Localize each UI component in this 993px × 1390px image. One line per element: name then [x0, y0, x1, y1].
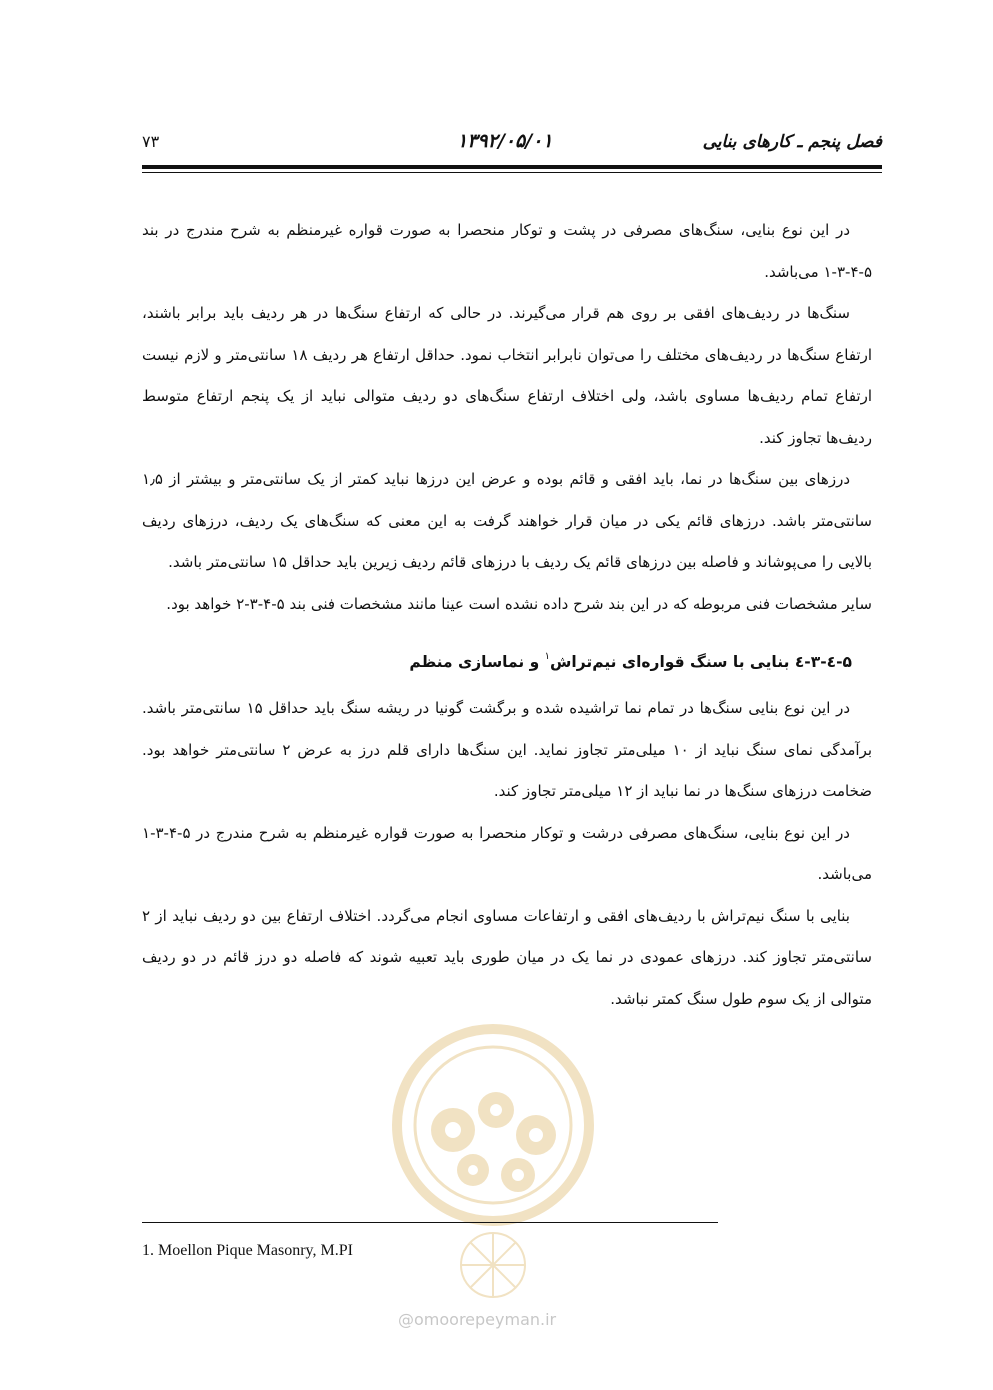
section-heading — [142, 631, 872, 688]
footnote: 1. Moellon Pique Masonry, M.PI — [142, 1242, 353, 1259]
page-number: ۷۳ — [142, 132, 160, 151]
paragraph-6: در این نوع بنایی، سنگ‌های مصرفی درشت و توکار منحصرا به صورت قواره غیرمنظم به شرح مندرج در ۵-۴-۳-۱ می‌باشد. — [142, 823, 872, 883]
header-rule-thick — [142, 165, 882, 169]
body-text — [142, 210, 872, 1020]
header-date: ۱۳۹۲/۰۵/۰۱ — [457, 130, 553, 152]
section-heading-title: ۵-٤-۳-٤ بنایی با سنگ قواره‌ای نیم‌تراش — [550, 653, 852, 671]
paragraph-5: در این نوع بنایی سنگ‌ها در تمام نما تراشیده شده و برگشت گونیا در ریشه سنگ باید حداقل ۱۵ سانتی‌متر باشد. برآمدگی نمای سنگ نباید از ۱۰ میلی‌متر تجاوز نماید. این سنگ‌ها دارای قلم درز به عرض ۲ سانتی‌متر خواهد بود. ضخامت درزهای سنگ‌ها در نما نباید از ۱۲ میلی‌متر تجاوز کند. — [142, 699, 873, 800]
section-heading-suffix: و نماسازی منظم — [409, 653, 545, 671]
paragraph-1: در این نوع بنایی، سنگ‌های مصرفی در پشت و توکار منحصرا به صورت قواره غیرمنظم به شرح مندرج در بند ۵-۴-۳-۱ می‌باشد. — [142, 221, 872, 281]
gear-logo-icon — [378, 1010, 608, 1310]
watermark-url: @omoorepeyman.ir — [398, 1310, 557, 1329]
paragraph-3: درزهای بین سنگ‌ها در نما، باید افقی و قائم بوده و عرض این درزها نباید کمتر از یک سانتی‌متر و بیشتر از ۱٫۵ سانتی‌متر باشد. درزهای قائم یکی در میان قرار خواهند گرفت به این معنی که سنگ‌های یک ردیف، درزهای ردیف بالایی را می‌پوشاند و فاصله بین درزهای قائم یک ردیف با درزهای قائم ردیف زیرین باید حداقل ۱۵ سانتی‌متر باشد. — [142, 470, 872, 571]
footnote-reference: ۱ — [544, 651, 551, 662]
footnote-rule — [142, 1222, 718, 1223]
paragraph-4: سایر مشخصات فنی مربوطه که در این بند شرح داده نشده است عینا مانند مشخصات فنی بند ۵-۴-۳-۲ خواهد بود. — [166, 594, 872, 613]
paragraph-7: بنایی با سنگ نیم‌تراش با ردیف‌های افقی و ارتفاعات مساوی انجام می‌گردد. اختلاف ارتفاع بین دو ردیف نباید از ۲ سانتی‌متر تجاوز کند. درزهای عمودی در نما یک در میان طوری باید تعبیه شوند که فاصله دو درز قائم در دو ردیف متوالی از یک سوم طول سنگ کمتر نباشد. — [142, 906, 872, 1008]
chapter-title: فصل پنجم ـ کارهای بنایی — [702, 132, 882, 152]
header-rule-thin — [142, 172, 882, 173]
paragraph-2: سنگ‌ها در ردیف‌های افقی بر روی هم قرار می‌گیرند. در حالی که ارتفاع سنگ‌ها در هر ردیف باید برابر باشند، ارتفاع سنگ‌ها در ردیف‌های مختلف را می‌توان نابرابر انتخاب نمود. حداقل ارتفاع هر ردیف ۱۸ سانتی‌متر و لازم نیست ارتفاع تمام ردیف‌ها مساوی باشد، ولی اختلاف ارتفاع سنگ‌های دو ردیف متوالی نباید از یک پنجم ارتفاع متوسط ردیف‌ها تجاوز کند. — [142, 304, 872, 447]
page-header — [142, 126, 882, 160]
